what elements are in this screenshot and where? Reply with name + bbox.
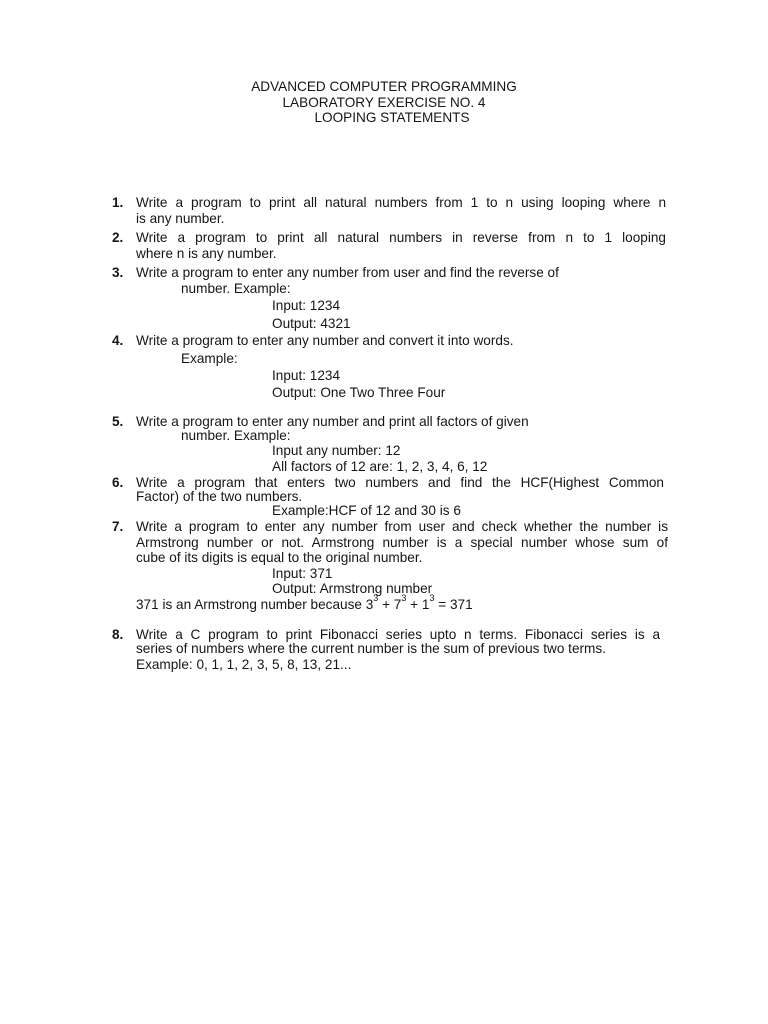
item-number: 1.	[112, 195, 124, 210]
example-output: Output: Armstrong number	[272, 581, 433, 596]
example-input: Input any number: 12	[272, 443, 401, 458]
armstrong-explanation: 371 is an Armstrong number because $3^3 + 7^3 + 1^3 = 371$	[136, 593, 473, 612]
item-number: 8.	[112, 627, 124, 642]
item-text: Example: 0, 1, 1, 2, 3, 5, 8, 13, 21...	[136, 657, 352, 672]
item-number: 2.	[112, 230, 124, 245]
item-text: series of numbers where the current number is the sum of previous two terms.	[136, 641, 606, 656]
example-input: Input: 1234	[272, 368, 341, 383]
doc-topic: LOOPING STATEMENTS	[314, 110, 470, 125]
item-number: 3.	[112, 265, 124, 280]
item-text: Factor) of the two numbers.	[136, 489, 303, 504]
item-text: Example:	[181, 351, 238, 366]
item-text: is any number.	[136, 211, 225, 226]
item-text: where n is any number.	[136, 246, 277, 261]
doc-subtitle: LABORATORY EXERCISE NO. 4	[282, 95, 486, 110]
item-text: Write a program to enter any number and print all factors of given	[136, 414, 529, 429]
item-text: number. Example:	[181, 281, 291, 296]
item-number: 6.	[112, 475, 124, 490]
item-number: 4.	[112, 333, 124, 348]
example-input: Input: 371	[272, 566, 333, 581]
item-text: Write a program to print all natural numbers from 1 to n using looping where n	[136, 195, 666, 210]
example-input: Input: 1234	[272, 298, 341, 313]
doc-title: ADVANCED COMPUTER PROGRAMMING	[251, 79, 517, 94]
example-output: Output: One Two Three Four	[272, 385, 446, 400]
example-text: Example:HCF of 12 and 30 is 6	[272, 503, 461, 518]
item-number: 5.	[112, 414, 124, 429]
example-output: All factors of 12 are: 1, 2, 3, 4, 6, 12	[272, 459, 488, 474]
item-text: Armstrong number or not. Armstrong number is a special number whose sum of	[136, 535, 668, 550]
item-text: Write a program to print all natural numbers in reverse from n to 1 looping	[136, 230, 666, 245]
item-text: number. Example:	[181, 428, 291, 443]
item-text: Write a program to enter any number from user and find the reverse of	[136, 265, 559, 280]
item-text: Write a C program to print Fibonacci series upto n terms. Fibonacci series is a	[136, 627, 660, 642]
item-number: 7.	[112, 519, 124, 534]
item-text: Write a program that enters two numbers and find the HCF(Highest Common	[136, 475, 664, 490]
item-text: cube of its digits is equal to the original number.	[136, 550, 423, 565]
example-output: Output: 4321	[272, 316, 351, 331]
item-text: Write a program to enter any number from user and check whether the number is	[136, 519, 668, 534]
item-text: Write a program to enter any number and convert it into words.	[136, 333, 514, 348]
